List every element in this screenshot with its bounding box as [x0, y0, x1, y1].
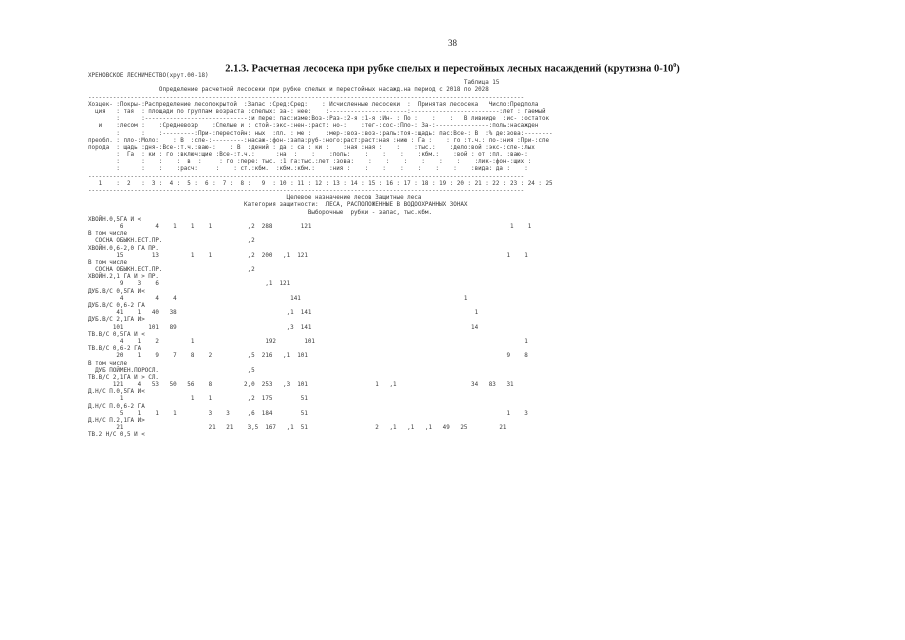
section-title-end: ): [676, 63, 680, 75]
table-line: Д.Н/С П.0,6-2 ГА: [88, 403, 145, 410]
table-line: Выборочные рубки - запас, тыс.кбм.: [88, 209, 433, 216]
table-line: 9 3 6 ,1 121: [88, 281, 291, 288]
table-line: СОСНА ОБЫКН.ЕСТ.ПР. ,2: [88, 238, 255, 245]
table-line: Таблица 15: [88, 80, 500, 87]
page-number: 38: [448, 38, 457, 48]
table-line: ДУБ.В/С 0,5ГА И<: [88, 288, 145, 295]
section-title-text: 2.1.3. Расчетная лесосека при рубке спелых и перестойных лесных насаждений (крутизна 0-10: [225, 63, 674, 75]
table-line: преобл. : пло-:Моло: : В :спе-:---------:насаж-:фон-:запа:руб-:ного:раст:раст:ная :нию : Га : : го :т.ч.: по-:ния :При-:спе: [88, 137, 550, 144]
table-line: ДУБ.В/С 0,6-2 ГА: [88, 303, 145, 309]
table-line: : : : : в : : го :пере: тыс. :1 га:тыс.:лет :зова: : : : : : : :лик-:фон-:щих :: [88, 159, 532, 166]
table-line: ХВОЙН.0,5ГА И <: [88, 216, 142, 223]
table-line: ция : тая : площади по группам возраста :спелых: за-: нее: :----------------------:-------------------------:лет : гаемый: [88, 108, 546, 115]
table-line: : : :---------:При-:перестойн: ных :пл. : ме : :мер-:воз-:воз-:раль:тоя-:щадь: пас:Все-: В :% де:зова:--------: [88, 130, 553, 137]
table-line: Д.Н/С П.0,5ГА И<: [88, 389, 145, 396]
table-line: ДУБ ПОЙМЕН.ПОРОСЛ. ,5: [88, 367, 255, 374]
table-line: ТВ.В/С 0,6-2 ГА: [88, 346, 142, 353]
table-line: 121 4 53 50 56 8 2,0 253 ,3 101 1 ,1 34 83 31: [88, 382, 514, 389]
table-line: 41 1 40 38 ,1 141 1: [88, 310, 479, 317]
table-line: В том числе: [88, 360, 128, 367]
table-line: ТВ.В/С 0,5ГА И <: [88, 331, 145, 338]
table-line: порода : щадь :дня-:Все-:т.ч.:ваю-: : В :дений : да : са : ки : :ная :ная : : :тыс.: :дело:вой :экс-:спе-:лых: [88, 144, 535, 151]
table-line: : Га : ки : го :включ:щие :Все-:т.ч.: :на : : :поль: : : : :кбм.: :вой : от :пл. :ваю-:: [88, 152, 528, 159]
table-line: ТВ.2 Н/С 0,5 И <: [88, 432, 145, 439]
table-line: 5 1 1 1 3 3 ,6 184 51 1 3: [88, 410, 528, 417]
table-line: 1 : 2 : 3 : 4 : 5 : 6 : 7 : 8 : 9 : 10 : 11 : 12 : 13 : 14 : 15 : 16 : 17 : 18 : 19 : 20 : 21 : 22 : 23 : 24 : 25: [88, 180, 553, 187]
table-line: 1 1 1 ,2 175 51: [88, 396, 308, 403]
table-line: В том числе: [88, 259, 128, 266]
table-line: В том числе: [88, 231, 128, 238]
table-line: Целевое назначение лесов Защитные леса: [88, 195, 422, 202]
table-line: ХВОЙН.0,6-2,0 ГА ПР.: [88, 245, 159, 252]
table-line: и :лесом : :Средневозр :Спелые и : стой-:экс-:нен-:раст: но-: :тег-:сос-:Пло-: За-:---------------:поль:насажден: [88, 123, 539, 130]
table-line: 6 4 1 1 1 ,2 288 121 1 1: [88, 223, 532, 230]
table-line: ДУБ.В/С 2,1ГА И>: [88, 317, 145, 324]
table-line: Категория защитности: ЛЕСА, РАСПОЛОЖЕННЫЕ В ВОДООХРАННЫХ ЗОНАХ: [88, 202, 468, 209]
table-line: ---------------------------------------------------------------------------------------------------------------------------: [88, 188, 525, 194]
table-line: Д.Н/С П.2,1ГА И>: [88, 418, 145, 424]
table-line: 20 1 9 7 8 2 ,5 216 ,1 101 9 8: [88, 353, 528, 360]
table-line: 101 101 89 ,3 141 14: [88, 324, 479, 331]
table-line: Хозцек- :Покры-:Распределение лесопокрытой :Запас :Сред:Сред: : Исчисленные лесосеки : Принятая лесосека Число:Предпола: [88, 101, 539, 108]
table-line: : : : :расч: : : ст.:кбм. :кбм.:кбм.: :ния : : : : : : : :вида: да : :: [88, 166, 528, 173]
table-line: ---------------------------------------------------------------------------------------------------------------------------: [88, 173, 525, 180]
table-line: 15 13 1 1 ,2 200 ,1 121 1 1: [88, 252, 528, 259]
table-line: СОСНА ОБЫКН.ЕСТ.ПР. ,2: [88, 267, 255, 274]
table-line: Определение расчетной лесосеки при рубке спелых и перестойных насажд.на период с 2018 по 2028: [88, 87, 489, 94]
table-line: 21 21 21 3,5 167 ,1 51 2 ,1 ,1 ,1 49 25 21: [88, 425, 507, 432]
table-line: 4 1 2 1 192 101 1: [88, 338, 528, 345]
forest-table: [88, 73, 553, 440]
table-line: ---------------------------------------------------------------------------------------------------------------------------: [88, 94, 525, 101]
table-line: ХВОЙН.2,1 ГА И > ПР.: [88, 274, 159, 281]
section-title-degree: 0: [673, 63, 677, 69]
table-line: 4 4 4 141 1: [88, 295, 468, 302]
table-line: : :-----------------------------:и пере: пас:изме:Воз-:Раз-:2-я :1-я :Ин- : По : : : В ливииде :ис- :остаток: [88, 116, 550, 123]
table-line: ТВ.В/С 2,1ГА И > СЛ.: [88, 374, 159, 381]
table-line: ХРЕНОВСКОЕ ЛЕСНИЧЕСТВО(хрут.00-18): [88, 73, 209, 79]
